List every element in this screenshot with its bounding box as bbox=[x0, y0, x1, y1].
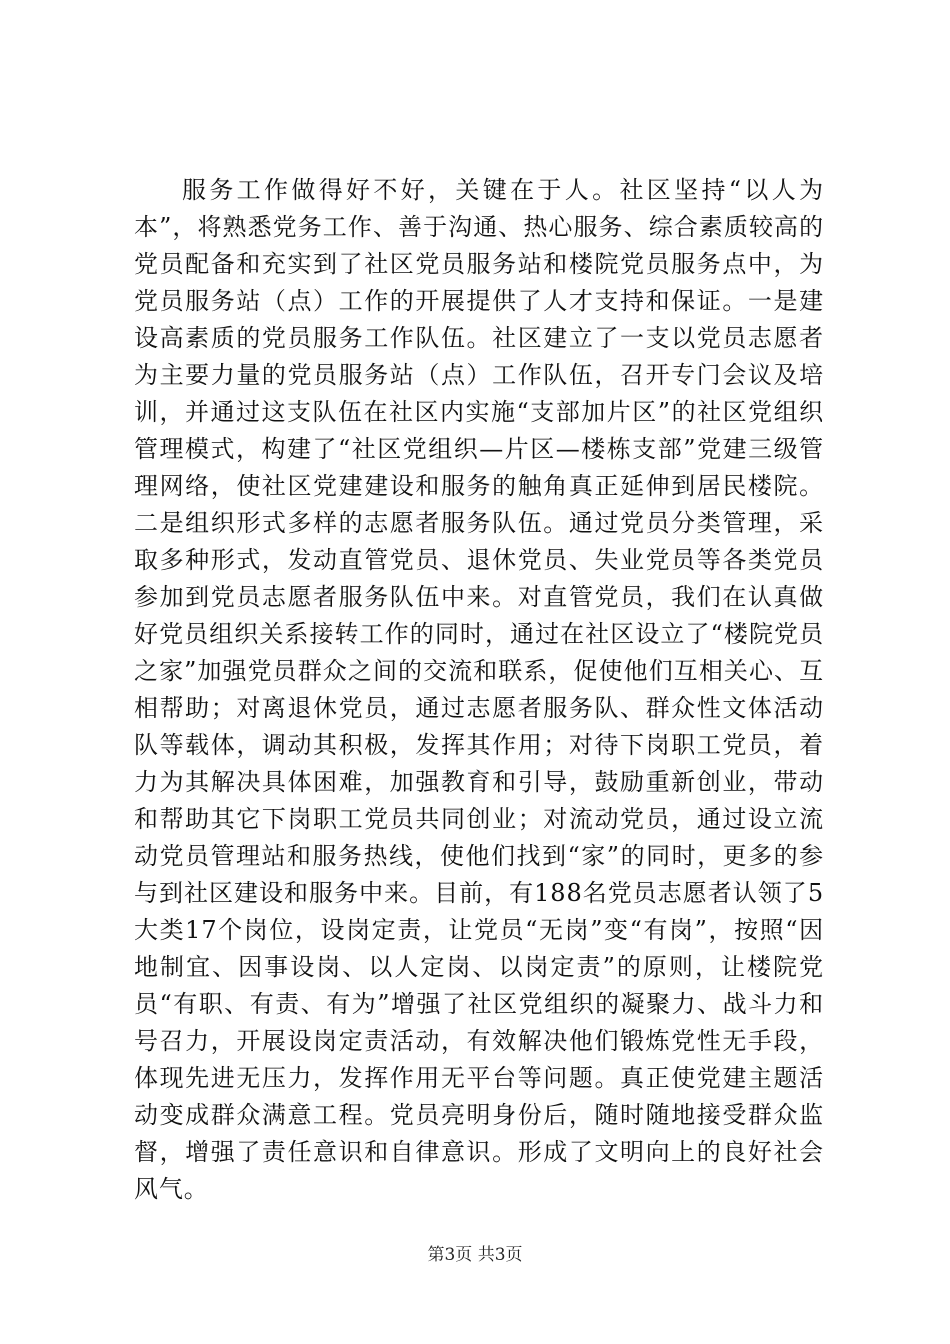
body-paragraph: 服务工作做得好不好，关键在于人。社区坚持“以人为本”，将熟悉党务工作、善于沟通、热心服务、综合素质较高的党员配备和充实到了社区党员服务站和楼院党员服务点中，为党员服务站（点）工作的开展提供了人才支持和保证。一是建设高素质的党员服务工作队伍。社区建立了一支以党员志愿者为主要力量的党员服务站（点）工作队伍，召开专门会议及培训，并通过这支队伍在社区内实施“支部加片区”的社区党组织管理模式，构建了“社区党组织—片区—楼栋支部”党建三级管理网络，使社区党建建设和服务的触角真正延伸到居民楼院。二是组织形式多样的志愿者服务队伍。通过党员分类管理，采取多种形式，发动直管党员、退休党员、失业党员等各类党员参加到党员志愿者服务队伍中来。对直管党员，我们在认真做好党员组织关系接转工作的同时，通过在社区设立了“楼院党员之家”加强党员群众之间的交流和联系，促使他们互相关心、互相帮助；对离退休党员，通过志愿者服务队、群众性文体活动队等载体，调动其积极，发挥其作用；对待下岗职工党员，着力为其解决具体困难，加强教育和引导，鼓励重新创业，带动和帮助其它下岗职工党员共同创业；对流动党员，通过设立流动党员管理站和服务热线，使他们找到“家”的同时，更多的参与到社区建设和服务中来。目前，有188名党员志愿者认领了5大类17个岗位，设岗定责，让党员“无岗”变“有岗”，按照“因地制宜、因事设岗、以人定岗、以岗定责”的原则，让楼院党员“有职、有责、有为”增强了社区党组织的凝聚力、战斗力和号召力，开展设岗定责活动，有效解决他们锻炼党性无手段，体现先进无压力，发挥作用无平台等问题。真正使党建主题活动变成群众满意工程。党员亮明身份后，随时随地接受群众监督，增强了责任意识和自律意识。形成了文明向上的良好社会风气。 bbox=[134, 176, 824, 1203]
page-number-footer: 第3页 共3页 bbox=[427, 1245, 523, 1265]
